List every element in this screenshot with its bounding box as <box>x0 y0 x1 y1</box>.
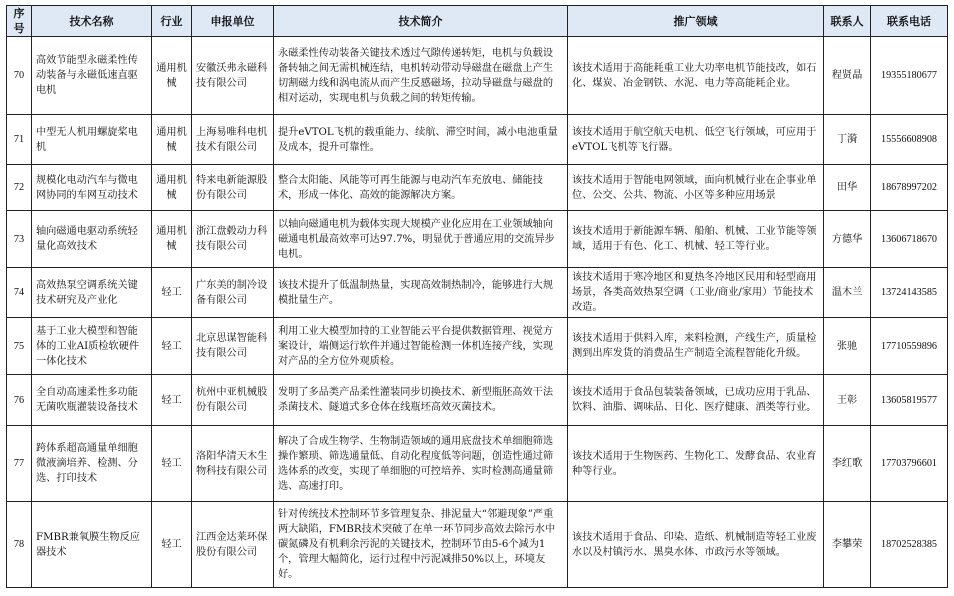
row-unit: 特来电新能源股份有限公司 <box>192 165 274 211</box>
row-field: 该技术适用于新能源车辆、船舶、机械、工业节能等领域，适用于有色、化工、机械、轻工等行业。 <box>568 211 824 268</box>
table-row <box>7 165 948 211</box>
row-contact: 程贤晶 <box>824 37 871 115</box>
row-field: 该技术适用于食品包装装备领域，已成功应用于乳品、饮料、油脂、调味品、日化、医疗健康、酒类等行业。 <box>568 375 824 426</box>
row-no: 77 <box>7 426 32 502</box>
row-tech-name: 中型无人机用螺旋桨电机 <box>32 115 152 165</box>
header-field: 推广领域 <box>568 6 824 37</box>
row-contact: 李攀荣 <box>824 502 871 588</box>
row-intro: 整合太阳能、风能等可再生能源与电动汽车充放电、储能技术，形成一体化、高效的能源解决方案。 <box>274 165 568 211</box>
row-no: 72 <box>7 165 32 211</box>
row-intro: 提升eVTOL飞机的载重能力、续航、滞空时间，减小电池重量及成本，提升可靠性。 <box>274 115 568 165</box>
table-row <box>7 502 948 588</box>
row-tech-name: 规模化电动汽车与微电网协同的车网互动技术 <box>32 165 152 211</box>
row-contact: 方德华 <box>824 211 871 268</box>
row-field: 该技术适用于智能电网领域，面向机械行业在企事业单位、公交、公共、物流、小区等多种应用场景 <box>568 165 824 211</box>
row-industry: 轻工 <box>152 426 192 502</box>
table-body <box>7 37 948 588</box>
header-unit: 申报单位 <box>192 6 274 37</box>
row-industry: 通用机械 <box>152 37 192 115</box>
header-phone: 联系电话 <box>871 6 948 37</box>
row-industry: 轻工 <box>152 318 192 375</box>
row-tech-name: 高效热泵空调系统关键技术研究及产业化 <box>32 268 152 318</box>
table-row <box>7 426 948 502</box>
row-intro: 发明了多品类产品柔性灌装同步切换技术、新型瓶胚高效干法杀菌技术、隧道式多仓体在线瓶坯高效灭菌技术。 <box>274 375 568 426</box>
row-field: 该技术适用于食品、印染、造纸、机械制造等轻工业废水以及村镇污水、黑臭水体、市政污水等领域。 <box>568 502 824 588</box>
row-intro: 解决了合成生物学、生物制造领域的通用底盘技术单细胞筛选操作繁琐、筛选通量低、自动化程度低等问题，创造性通过筛选体系的改变，实现了单细胞的可控培养、实时检测高通量筛选、高速打印。 <box>274 426 568 502</box>
row-intro: 永磁柔性传动装备关键技术透过气隙传递转矩，电机与负载设备转轴之间无需机械连结，电机转动带动导磁盘在磁盘上产生切割磁力线和涡电流从而产生反感磁场，拉动导磁盘与磁盘的相对运动，实现电机与负载之间的转矩传输。 <box>274 37 568 115</box>
row-tech-name: 全自动高速柔性多功能无菌吹瓶灌装设备技术 <box>32 375 152 426</box>
row-industry: 轻工 <box>152 375 192 426</box>
row-unit: 浙江盘毂动力科技有限公司 <box>192 211 274 268</box>
row-field: 该技术适用于生物医药、生物化工、发酵食品、农业育种等行业。 <box>568 426 824 502</box>
row-industry: 轻工 <box>152 268 192 318</box>
table-row <box>7 211 948 268</box>
header-intro: 技术简介 <box>274 6 568 37</box>
row-contact: 丁漪 <box>824 115 871 165</box>
row-phone: 19355180677 <box>871 37 948 115</box>
row-tech-name: FMBR兼氧膜生物反应器技术 <box>32 502 152 588</box>
technology-table <box>6 5 948 588</box>
row-unit: 安徽沃弗永磁科技有限公司 <box>192 37 274 115</box>
row-phone: 17710559896 <box>871 318 948 375</box>
row-unit: 上海易唯科电机技术有限公司 <box>192 115 274 165</box>
table-row <box>7 37 948 115</box>
table-row <box>7 115 948 165</box>
row-intro: 该技术提升了低温制热量，实现高效制热制冷，能够进行大规模批量生产。 <box>274 268 568 318</box>
row-field: 该技术适用于供料入库，来料检测，产线生产，质量检测到出库发货的消费品生产制造全流程智能化升级。 <box>568 318 824 375</box>
row-phone: 15556608908 <box>871 115 948 165</box>
row-field: 该技术适用于高能耗重工业大功率电机节能技改，如石化、煤炭、冶金钢铁、水泥、电力等高能耗企业。 <box>568 37 824 115</box>
row-no: 75 <box>7 318 32 375</box>
row-unit: 广东美的制冷设备有限公司 <box>192 268 274 318</box>
row-no: 78 <box>7 502 32 588</box>
header-contact: 联系人 <box>824 6 871 37</box>
row-phone: 18702528385 <box>871 502 948 588</box>
row-unit: 江西金达莱环保股份有限公司 <box>192 502 274 588</box>
row-intro: 利用工业大模型加持的工业智能云平台提供数据管理、视觉方案设计，端侧运行软件并通过智能检测一体机连接产线，实现对产品的全方位外观质检。 <box>274 318 568 375</box>
row-no: 70 <box>7 37 32 115</box>
header-industry: 行业 <box>152 6 192 37</box>
table-row <box>7 375 948 426</box>
row-intro: 针对传统技术控制环节多管理复杂、排泥量大“邻避现象”严重两大缺陷，FMBR技术突破了在单一环节同步高效去除污水中碳氮磷及有机剩余污泥的关键技术，控制环节由5-6个减为1个，管理大幅简化，运行过程中污泥减排50%以上，环境友好。 <box>274 502 568 588</box>
row-no: 73 <box>7 211 32 268</box>
row-contact: 李红歌 <box>824 426 871 502</box>
row-field: 该技术适用于航空航天电机、低空飞行领域，可应用于eVTOL飞机等飞行器。 <box>568 115 824 165</box>
header-tech-name: 技术名称 <box>32 6 152 37</box>
row-unit: 洛阳华清天木生物科技有限公司 <box>192 426 274 502</box>
row-tech-name: 轴向磁通电驱动系统轻量化高效技术 <box>32 211 152 268</box>
row-field: 该技术适用于寒冷地区和夏热冬冷地区民用和轻型商用场景，各类高效热泵空调（工业/商业/家用）节能技术改造。 <box>568 268 824 318</box>
row-intro: 以轴向磁通电机为载体实现大规模产业化应用在工业领域轴向磁通电机最高效率可达97.7%，明显优于普通应用的交流异步电机。 <box>274 211 568 268</box>
row-tech-name: 跨体系超高通量单细胞微液滴培养、检测、分选、打印技术 <box>32 426 152 502</box>
row-contact: 温木兰 <box>824 268 871 318</box>
row-industry: 轻工 <box>152 502 192 588</box>
table-header <box>7 6 948 37</box>
row-no: 76 <box>7 375 32 426</box>
row-industry: 通用机械 <box>152 211 192 268</box>
row-contact: 田华 <box>824 165 871 211</box>
row-contact: 王彰 <box>824 375 871 426</box>
row-no: 71 <box>7 115 32 165</box>
row-industry: 通用机械 <box>152 115 192 165</box>
table-row <box>7 268 948 318</box>
row-phone: 18678997202 <box>871 165 948 211</box>
row-tech-name: 基于工业大模型和智能体的工业AI质检软硬件一体化技术 <box>32 318 152 375</box>
row-no: 74 <box>7 268 32 318</box>
table-row <box>7 318 948 375</box>
row-phone: 13606718670 <box>871 211 948 268</box>
row-phone: 17703796601 <box>871 426 948 502</box>
row-unit: 杭州中亚机械股份有限公司 <box>192 375 274 426</box>
row-phone: 13605819577 <box>871 375 948 426</box>
header-no: 序号 <box>7 6 32 37</box>
row-tech-name: 高效节能型永磁柔性传动装备与永磁低速直驱电机 <box>32 37 152 115</box>
row-industry: 通用机械 <box>152 165 192 211</box>
row-phone: 13724143585 <box>871 268 948 318</box>
row-contact: 张驰 <box>824 318 871 375</box>
row-unit: 北京思谋智能科技有限公司 <box>192 318 274 375</box>
